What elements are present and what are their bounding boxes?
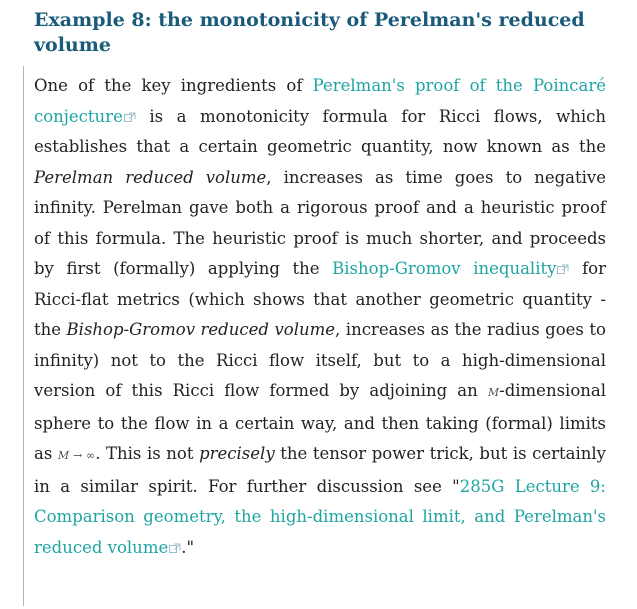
text-segment: ." bbox=[181, 537, 195, 557]
bishop-gromov-link[interactable]: Bishop-Gromov inequality bbox=[332, 259, 557, 278]
math-m-to-infinity: M → ∞ bbox=[57, 449, 96, 462]
external-link-icon bbox=[169, 543, 181, 553]
section-heading: Example 8: the monotonicity of Perelman's reduced volume bbox=[34, 9, 585, 56]
text-segment: -dimensional sphere to the flow in a certain way, and then taking (formal) limits as bbox=[34, 381, 606, 463]
precisely-emphasis: precisely bbox=[199, 444, 275, 463]
lecture-9-link[interactable]: 285G Lecture 9: Comparison geometry, the high-dimensional limit, and Perelman's reduced volume bbox=[34, 476, 606, 557]
bishop-gromov-reduced-volume-term: Bishop-Gromov reduced volume bbox=[66, 320, 336, 339]
text-segment: is a monotonicity formula for Ricci flows, which establishes that a certain geometric quantity, now known as the bbox=[34, 106, 606, 156]
poincare-proof-link[interactable]: Perelman's proof of the Poincaré conjecture bbox=[34, 76, 606, 126]
perelman-reduced-volume-term: Perelman reduced volume bbox=[34, 167, 267, 187]
text-segment: One of the key ingredients of bbox=[34, 76, 313, 95]
text-segment: for Ricci-flat metrics (which shows that another geometric quantity - the bbox=[34, 259, 606, 339]
external-link-icon bbox=[557, 264, 569, 274]
text-segment: the tensor power trick, but is certainly in a similar spirit. For further discussion see " bbox=[34, 444, 607, 496]
text-segment: , increases as time goes to negative infinity. Perelman gave both a rigorous proof and a heuristic proof of this formula. The heuristic proof is much shorter, and proceeds by first (formally) applying the bbox=[34, 167, 607, 278]
external-link-icon bbox=[124, 112, 136, 122]
text-segment: , increases as the radius goes to infinity) not to the Ricci flow itself, but to a high-dimensional version of this Ricci flow formed by adjoining an bbox=[34, 320, 606, 400]
body-paragraph bbox=[34, 71, 606, 563]
math-m: M bbox=[487, 386, 500, 399]
text-segment: . This is not bbox=[95, 444, 200, 463]
